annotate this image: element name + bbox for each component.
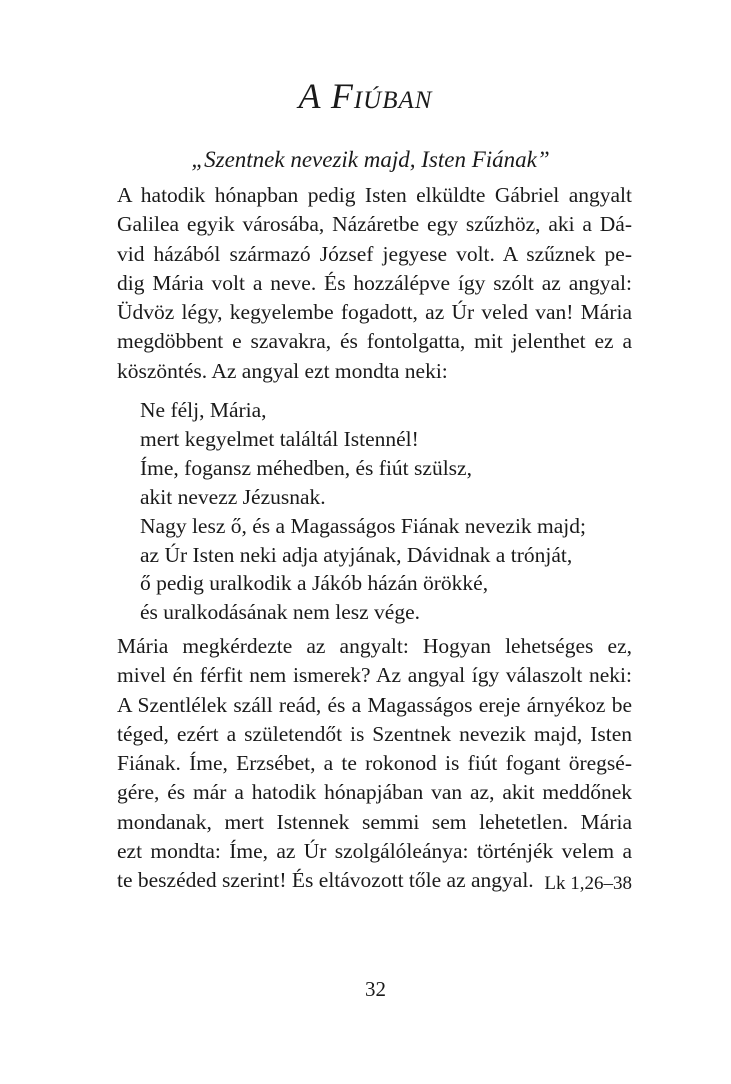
chapter-title: A Fiúban [298,76,433,116]
chapter-subtitle: „Szentnek nevezik majd, Isten Fiának” [191,147,550,172]
text-line: A hatodik hónapban pedig Isten elküldte Gábriel angyalt [117,183,632,207]
poem-line: Ne félj, Mária, [140,398,267,422]
poem-line: Nagy lesz ő, és a Magasságos Fiának nevezik majd; [140,513,586,538]
poem-quotation [140,396,586,627]
text-line: vid házából származó József jegyese volt. A szűznek pe- [117,241,632,266]
text-line: téged, ezért a születendőt is Szentnek nevezik majd, Isten [117,721,632,746]
text-line: ezt mondta: Íme, az Úr szolgálóleánya: történjék velem a [117,839,632,864]
poem-line: az Úr Isten neki adja atyjának, Dávidnak a trónját, [140,542,573,567]
text-line: mondanak, mert Istennek semmi sem lehetetlen. Mária [117,809,632,834]
text-line: A Szentlélek száll reád, és a Magasságos ereje árnyékoz be [117,692,632,717]
poem-line: és uralkodásának nem lesz vége. [140,600,420,625]
poem-line: ő pedig uralkodik a Jákób házán örökké, [140,571,489,596]
poem-line: akit nevezz Jézusnak. [140,484,326,509]
poem-line: Íme, fogansz méhedben, és fiút szülsz, [140,455,472,480]
text-line: Fiának. Íme, Erzsébet, a te rokonod is fiút fogant öregsé- [117,751,632,776]
text-line: Mária megkérdezte az angyalt: Hogyan lehetséges ez, [117,634,632,658]
poem-line: mert kegyelmet találtál Istennél! [140,426,419,451]
text-line: te beszéded szerint! És eltávozott tőle az angyal. [117,868,534,893]
text-line: megdöbbent e szavakra, és fontolgatta, mit jelenthet ez a [117,329,632,354]
paragraph-intro [117,181,632,386]
paragraph-closing [117,632,632,896]
text-line: gére, és már a hatodik hónapjában van az, akit meddőnek [117,780,632,805]
text-line: mivel én férfit nem ismerek? Az angyal így válaszolt neki: [117,663,632,688]
text-line: köszöntés. Az angyal ezt mondta neki: [117,358,448,383]
text-line: Galilea egyik városába, Názáretbe egy szűzhöz, aki a Dá- [117,212,632,237]
text-line: dig Mária volt a neve. És hozzálépve így szólt az angyal: [117,270,632,295]
page-number: 32 [365,977,386,1001]
text-line: Üdvöz légy, kegyelembe fogadott, az Úr veled van! Mária [117,300,632,325]
bible-reference: Lk 1,26–38 [544,873,632,894]
